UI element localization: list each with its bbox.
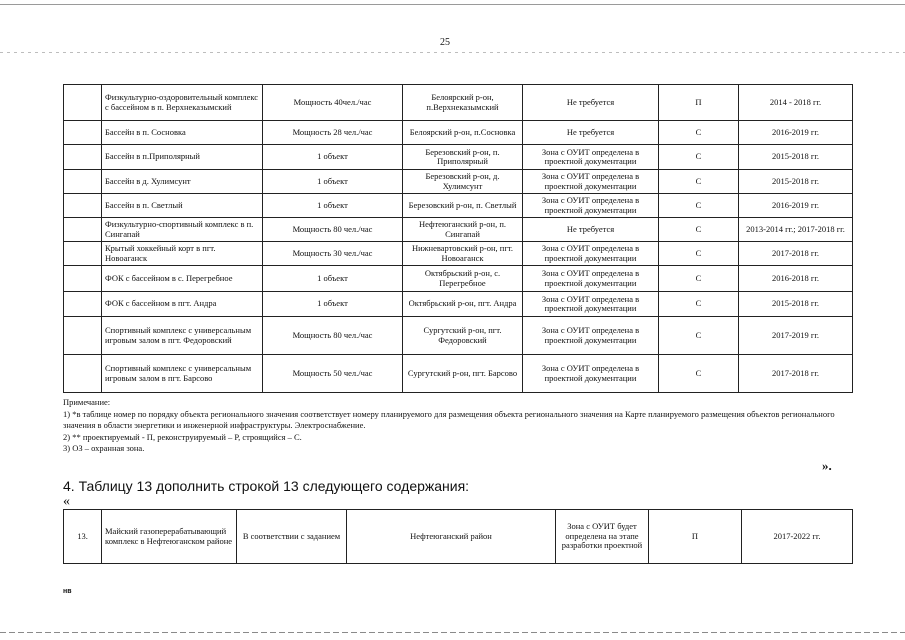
table-row — [64, 85, 853, 121]
cell-name: ФОК с бассейном в с. Перегребное — [102, 266, 263, 292]
cell-num — [64, 121, 102, 145]
cell-location: Октябрьский р-он, пгт. Андра — [403, 292, 523, 317]
cell-location: Нижневартовский р-он, пгт. Новоаганск — [403, 242, 523, 266]
cell-status: С — [659, 242, 739, 266]
note-2: 2) ** проектируемый - П, реконструируемый – Р, строящийся – С. — [63, 431, 302, 442]
cell-zone: Не требуется — [523, 121, 659, 145]
cell-zone: Зона с ОУИТ определена в проектной документации — [523, 292, 659, 317]
table-row — [64, 355, 853, 393]
cell-status: С — [659, 170, 739, 194]
cell-name: Бассейн в д. Хулимсунт — [102, 170, 263, 194]
cell-zone: Зона с ОУИТ будет определена на этапе разработки проектной — [556, 510, 649, 564]
cell-location: Нефтеюганский р-он, п. Сингапай — [403, 218, 523, 242]
cell-status: П — [659, 85, 739, 121]
cell-zone: Зона с ОУИТ определена в проектной документации — [523, 355, 659, 393]
cell-name: Спортивный комплекс с универсальным игровым залом в пгт. Барсово — [102, 355, 263, 393]
cell-num — [64, 266, 102, 292]
table-row — [64, 317, 853, 355]
cell-capacity: В соответствии с заданием — [237, 510, 347, 564]
cell-years: 2015-2018 гг. — [739, 145, 853, 170]
cell-location: Белоярский р-он, п.Сосновка — [403, 121, 523, 145]
cell-zone: Зона с ОУИТ определена в проектной документации — [523, 242, 659, 266]
cell-name: Бассейн в п. Сосновка — [102, 121, 263, 145]
cell-years: 2016-2018 гг. — [739, 266, 853, 292]
table-row — [64, 145, 853, 170]
cell-location: Березовский р-он, п. Светлый — [403, 194, 523, 218]
notes-title: Примечание: — [63, 397, 111, 407]
cell-status: С — [659, 355, 739, 393]
cell-zone: Не требуется — [523, 85, 659, 121]
footer-initials: нв — [63, 588, 72, 595]
cell-years: 2014 - 2018 гг. — [739, 85, 853, 121]
table-row — [64, 121, 853, 145]
cell-years: 2015-2018 гг. — [739, 170, 853, 194]
cell-capacity: Мощность 40чел./час — [263, 85, 403, 121]
cell-years: 2013-2014 гг.; 2017-2018 гг. — [739, 218, 853, 242]
cell-zone: Зона с ОУИТ определена в проектной документации — [523, 145, 659, 170]
cell-location: Октябрьский р-он, с. Перегребное — [403, 266, 523, 292]
cell-years: 2017-2018 гг. — [739, 355, 853, 393]
cell-location: Березовский р-он, д. Хулимсунт — [403, 170, 523, 194]
cell-num — [64, 194, 102, 218]
cell-location: Белоярский р-он, п.Верхнеказымский — [403, 85, 523, 121]
cell-status: П — [649, 510, 742, 564]
cell-num — [64, 317, 102, 355]
table-row — [64, 242, 853, 266]
cell-status: С — [659, 317, 739, 355]
table-row — [64, 194, 853, 218]
cell-num — [64, 145, 102, 170]
cell-years: 2015-2018 гг. — [739, 292, 853, 317]
cell-location: Нефтеюганский район — [347, 510, 556, 564]
cell-years: 2017-2018 гг. — [739, 242, 853, 266]
cell-status: С — [659, 194, 739, 218]
scan-edge-top — [0, 4, 905, 5]
cell-capacity: Мощность 28 чел./час — [263, 121, 403, 145]
table-row — [64, 218, 853, 242]
closing-quote: ». — [822, 458, 832, 473]
cell-name: ФОК с бассейном в пгт. Андра — [102, 292, 263, 317]
cell-capacity: 1 объект — [263, 170, 403, 194]
cell-num — [64, 170, 102, 194]
cell-name: Спортивный комплекс с универсальным игровым залом в пгт. Федоровский — [102, 317, 263, 355]
cell-location: Сургутский р-он, пгт. Барсово — [403, 355, 523, 393]
cell-capacity: 1 объект — [263, 194, 403, 218]
section-heading: 4. Таблицу 13 дополнить строкой 13 следующего содержания: — [63, 478, 470, 494]
cell-name: Бассейн в п. Светлый — [102, 194, 263, 218]
scan-edge-bottom — [0, 632, 905, 633]
cell-capacity: 1 объект — [263, 145, 403, 170]
cell-status: С — [659, 121, 739, 145]
cell-capacity: Мощность 80 чел./час — [263, 317, 403, 355]
cell-zone: Зона с ОУИТ определена в проектной документации — [523, 317, 659, 355]
objects-table — [63, 84, 853, 393]
table-notes — [63, 397, 853, 455]
table-row — [64, 510, 853, 564]
cell-years: 2017-2019 гг. — [739, 317, 853, 355]
cell-capacity: Мощность 30 чел./час — [263, 242, 403, 266]
cell-capacity: 1 объект — [263, 266, 403, 292]
cell-capacity: 1 объект — [263, 292, 403, 317]
cell-status: С — [659, 145, 739, 170]
cell-zone: Зона с ОУИТ определена в проектной документации — [523, 170, 659, 194]
cell-num: 13. — [64, 510, 102, 564]
cell-location: Березовский р-он, п. Приполярный — [403, 145, 523, 170]
cell-name: Физкультурно-спортивный комплекс в п. Сингапай — [102, 218, 263, 242]
cell-years: 2017-2022 гг. — [742, 510, 853, 564]
cell-name: Майский газоперерабатывающий комплекс в Нефтеюганском районе — [102, 510, 237, 564]
cell-name: Физкультурно-оздоровительный комплекс с бассейном в п. Верхнеказымский — [102, 85, 263, 121]
table-row — [64, 266, 853, 292]
cell-location: Сургутский р-он, пгт. Федоровский — [403, 317, 523, 355]
cell-status: С — [659, 292, 739, 317]
cell-name: Бассейн в п.Приполярный — [102, 145, 263, 170]
table-row — [64, 170, 853, 194]
cell-years: 2016-2019 гг. — [739, 194, 853, 218]
table-row — [64, 292, 853, 317]
cell-num — [64, 355, 102, 393]
opening-quote: « — [63, 494, 70, 509]
note-3: 3) ОЗ – охранная зона. — [63, 443, 145, 453]
cell-status: С — [659, 218, 739, 242]
page-number: 25 — [440, 37, 450, 48]
cell-num — [64, 242, 102, 266]
cell-years: 2016-2019 гг. — [739, 121, 853, 145]
cell-zone: Зона с ОУИТ определена в проектной документации — [523, 266, 659, 292]
cell-zone: Не требуется — [523, 218, 659, 242]
cell-zone: Зона с ОУИТ определена в проектной документации — [523, 194, 659, 218]
cell-capacity: Мощность 50 чел./час — [263, 355, 403, 393]
note-1: 1) *в таблице номер по порядку объекта регионального значения соответствует номеру планируемого для размещения объекта регионального значения на Карте планируемого размещения объектов регионального значения в области энергетики и инженерной инфраструктуры. Электроснабжение. — [63, 408, 835, 430]
cell-capacity: Мощность 80 чел./час — [263, 218, 403, 242]
cell-num — [64, 85, 102, 121]
added-row-table — [63, 509, 853, 564]
cell-num — [64, 218, 102, 242]
scan-edge-dotted — [0, 52, 905, 53]
cell-name: Крытый хоккейный корт в пгт. Новоаганск — [102, 242, 263, 266]
cell-num — [64, 292, 102, 317]
cell-status: С — [659, 266, 739, 292]
